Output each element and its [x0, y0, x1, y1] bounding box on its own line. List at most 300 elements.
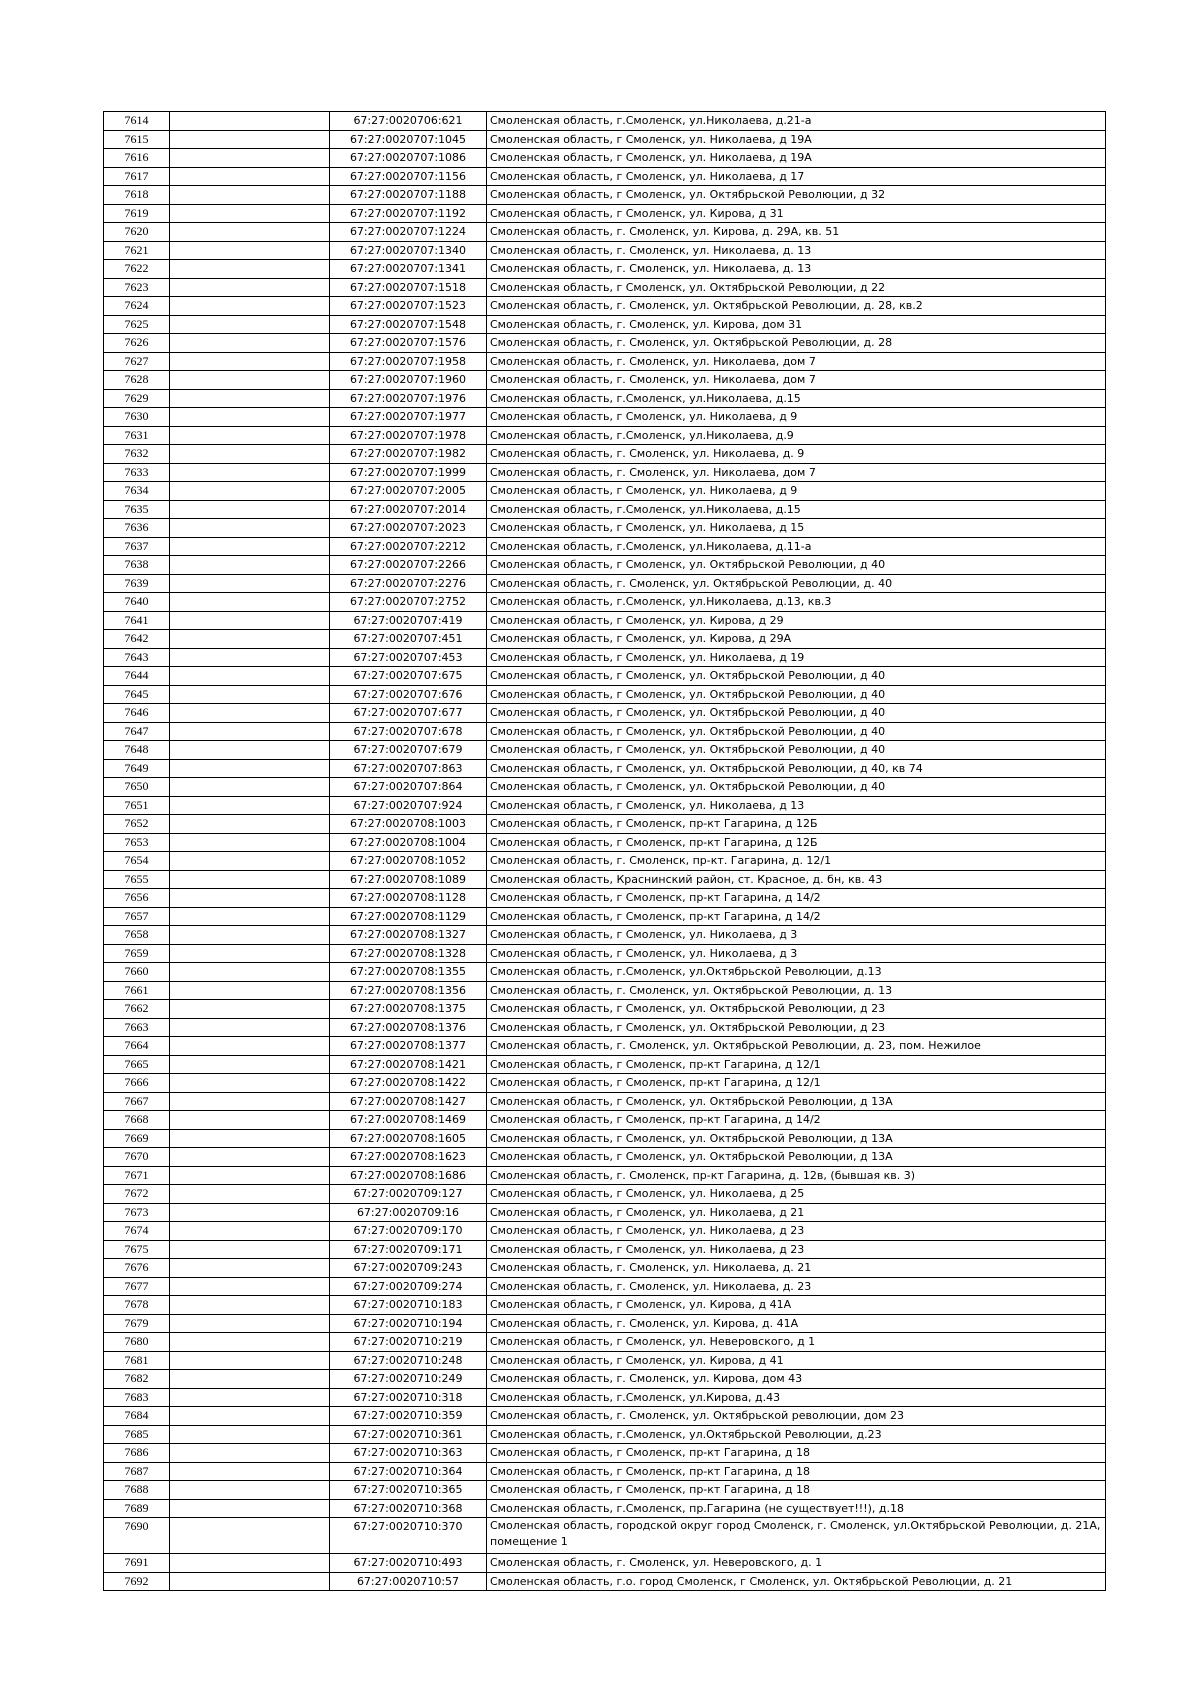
table-row — [104, 1129, 1106, 1148]
empty-cell — [170, 1351, 330, 1370]
row-number-cell: 7654 — [104, 852, 170, 871]
table-row — [104, 1222, 1106, 1241]
table-row — [104, 778, 1106, 797]
cadastral-number-cell: 67:27:0020710:359 — [330, 1407, 487, 1426]
empty-cell — [170, 593, 330, 612]
cadastral-number-cell: 67:27:0020707:864 — [330, 778, 487, 797]
table-row — [104, 981, 1106, 1000]
address-cell: Смоленская область, г Смоленск, ул. Николаева, д 3 — [487, 926, 1106, 945]
row-number-cell: 7637 — [104, 537, 170, 556]
cadastral-number-cell: 67:27:0020707:1341 — [330, 260, 487, 279]
cadastral-number-cell: 67:27:0020707:1045 — [330, 130, 487, 149]
empty-cell — [170, 907, 330, 926]
address-cell: Смоленская область, г. Смоленск, ул. Кирова, дом 43 — [487, 1370, 1106, 1389]
address-cell: Смоленская область, г.о. город Смоленск, г Смоленск, ул. Октябрьской Революции, д. 21 — [487, 1572, 1106, 1591]
row-number-cell: 7690 — [104, 1518, 170, 1554]
address-cell: Смоленская область, г. Смоленск, ул. Кирова, д. 29А, кв. 51 — [487, 223, 1106, 242]
cadastral-number-cell: 67:27:0020707:2212 — [330, 537, 487, 556]
address-cell: Смоленская область, г Смоленск, ул. Кирова, д 29А — [487, 630, 1106, 649]
address-cell: Смоленская область, г Смоленск, пр-кт Гагарина, д 18 — [487, 1462, 1106, 1481]
cadastral-number-cell: 67:27:0020707:1086 — [330, 149, 487, 168]
table-row — [104, 1407, 1106, 1426]
empty-cell — [170, 1259, 330, 1278]
cadastral-number-cell: 67:27:0020707:2023 — [330, 519, 487, 538]
address-cell: Смоленская область, г Смоленск, ул. Николаева, д 19А — [487, 149, 1106, 168]
row-number-cell: 7651 — [104, 796, 170, 815]
row-number-cell: 7686 — [104, 1444, 170, 1463]
address-cell: Смоленская область, г. Смоленск, ул. Николаева, д. 23 — [487, 1277, 1106, 1296]
row-number-cell: 7617 — [104, 167, 170, 186]
empty-cell — [170, 1037, 330, 1056]
address-cell: Смоленская область, г Смоленск, ул. Октябрьской Революции, д 23 — [487, 1000, 1106, 1019]
cadastral-number-cell: 67:27:0020709:243 — [330, 1259, 487, 1278]
empty-cell — [170, 537, 330, 556]
table-row — [104, 1370, 1106, 1389]
address-cell: Смоленская область, г Смоленск, ул. Октябрьской Революции, д 32 — [487, 186, 1106, 205]
cadastral-number-cell: 67:27:0020707:2266 — [330, 556, 487, 575]
cadastral-number-cell: 67:27:0020708:1422 — [330, 1074, 487, 1093]
empty-cell — [170, 463, 330, 482]
cadastral-number-cell: 67:27:0020709:16 — [330, 1203, 487, 1222]
address-cell: Смоленская область, г Смоленск, ул. Октябрьской Революции, д 40 — [487, 722, 1106, 741]
cadastral-number-cell: 67:27:0020708:1427 — [330, 1092, 487, 1111]
address-cell: Смоленская область, г Смоленск, ул. Октябрьской Революции, д 13А — [487, 1129, 1106, 1148]
table-row — [104, 1111, 1106, 1130]
cadastral-number-cell: 67:27:0020707:1523 — [330, 297, 487, 316]
address-cell: Смоленская область, г. Смоленск, пр-кт. Гагарина, д. 12/1 — [487, 852, 1106, 871]
empty-cell — [170, 519, 330, 538]
empty-cell — [170, 1499, 330, 1518]
row-number-cell: 7616 — [104, 149, 170, 168]
table-row — [104, 500, 1106, 519]
table-row — [104, 574, 1106, 593]
row-number-cell: 7632 — [104, 445, 170, 464]
empty-cell — [170, 778, 330, 797]
cadastral-number-cell: 67:27:0020708:1003 — [330, 815, 487, 834]
row-number-cell: 7689 — [104, 1499, 170, 1518]
row-number-cell: 7633 — [104, 463, 170, 482]
address-cell: Смоленская область, г Смоленск, пр-кт Гагарина, д 14/2 — [487, 1111, 1106, 1130]
row-number-cell: 7620 — [104, 223, 170, 242]
row-number-cell: 7619 — [104, 204, 170, 223]
address-cell: Смоленская область, г.Смоленск, ул.Николаева, д.15 — [487, 500, 1106, 519]
row-number-cell: 7623 — [104, 278, 170, 297]
cadastral-number-cell: 67:27:0020707:863 — [330, 759, 487, 778]
row-number-cell: 7649 — [104, 759, 170, 778]
address-cell: Смоленская область, г Смоленск, ул. Николаева, д 23 — [487, 1222, 1106, 1241]
cadastral-number-cell: 67:27:0020710:361 — [330, 1425, 487, 1444]
empty-cell — [170, 963, 330, 982]
address-cell: Смоленская область, г Смоленск, ул. Октябрьской Революции, д 40 — [487, 685, 1106, 704]
row-number-cell: 7647 — [104, 722, 170, 741]
empty-cell — [170, 611, 330, 630]
row-number-cell: 7682 — [104, 1370, 170, 1389]
cadastral-number-cell: 67:27:0020707:1192 — [330, 204, 487, 223]
cadastral-number-cell: 67:27:0020707:677 — [330, 704, 487, 723]
table-row — [104, 130, 1106, 149]
cadastral-number-cell: 67:27:0020707:453 — [330, 648, 487, 667]
cadastral-number-cell: 67:27:0020707:1188 — [330, 186, 487, 205]
row-number-cell: 7663 — [104, 1018, 170, 1037]
cadastral-number-cell: 67:27:0020707:1156 — [330, 167, 487, 186]
table-row — [104, 1259, 1106, 1278]
address-cell: Смоленская область, г.Смоленск, ул.Николаева, д.13, кв.3 — [487, 593, 1106, 612]
address-cell: Смоленская область, г Смоленск, ул. Октябрьской Революции, д 40 — [487, 741, 1106, 760]
empty-cell — [170, 1444, 330, 1463]
cadastral-number-cell: 67:27:0020708:1356 — [330, 981, 487, 1000]
row-number-cell: 7653 — [104, 833, 170, 852]
row-number-cell: 7657 — [104, 907, 170, 926]
table-row — [104, 722, 1106, 741]
table-row — [104, 1166, 1106, 1185]
address-cell: Смоленская область, г. Смоленск, ул. Кирова, д. 41А — [487, 1314, 1106, 1333]
row-number-cell: 7628 — [104, 371, 170, 390]
row-number-cell: 7681 — [104, 1351, 170, 1370]
row-number-cell: 7678 — [104, 1296, 170, 1315]
cadastral-number-cell: 67:27:0020706:621 — [330, 112, 487, 131]
table-row — [104, 241, 1106, 260]
table-row — [104, 1333, 1106, 1352]
empty-cell — [170, 204, 330, 223]
empty-cell — [170, 371, 330, 390]
address-cell: Смоленская область, г Смоленск, ул. Николаева, д 3 — [487, 944, 1106, 963]
cadastral-number-cell: 67:27:0020709:170 — [330, 1222, 487, 1241]
address-cell: Смоленская область, г Смоленск, ул. Николаева, д 19 — [487, 648, 1106, 667]
empty-cell — [170, 815, 330, 834]
cadastral-number-cell: 67:27:0020708:1327 — [330, 926, 487, 945]
table-row — [104, 482, 1106, 501]
cadastral-number-cell: 67:27:0020707:1958 — [330, 352, 487, 371]
table-row — [104, 1203, 1106, 1222]
row-number-cell: 7621 — [104, 241, 170, 260]
row-number-cell: 7615 — [104, 130, 170, 149]
empty-cell — [170, 408, 330, 427]
table-row — [104, 1572, 1106, 1591]
address-cell: Смоленская область, г.Смоленск, ул.Октябрьской Революции, д.13 — [487, 963, 1106, 982]
cadastral-number-cell: 67:27:0020708:1376 — [330, 1018, 487, 1037]
cadastral-number-cell: 67:27:0020708:1089 — [330, 870, 487, 889]
empty-cell — [170, 1166, 330, 1185]
empty-cell — [170, 870, 330, 889]
address-cell: Смоленская область, г. Смоленск, ул. Октябрьской Революции, д. 23, пом. Нежилое — [487, 1037, 1106, 1056]
table-row — [104, 1554, 1106, 1573]
empty-cell — [170, 297, 330, 316]
address-cell: Смоленская область, г Смоленск, ул. Кирова, д 41А — [487, 1296, 1106, 1315]
table-row — [104, 648, 1106, 667]
table-row — [104, 630, 1106, 649]
cadastral-number-cell: 67:27:0020709:274 — [330, 1277, 487, 1296]
cadastral-number-cell: 67:27:0020707:1548 — [330, 315, 487, 334]
row-number-cell: 7622 — [104, 260, 170, 279]
empty-cell — [170, 278, 330, 297]
address-cell: Смоленская область, г Смоленск, ул. Николаева, д 25 — [487, 1185, 1106, 1204]
empty-cell — [170, 667, 330, 686]
row-number-cell: 7666 — [104, 1074, 170, 1093]
address-cell: Смоленская область, г. Смоленск, ул. Неверовского, д. 1 — [487, 1554, 1106, 1573]
row-number-cell: 7680 — [104, 1333, 170, 1352]
row-number-cell: 7631 — [104, 426, 170, 445]
row-number-cell: 7658 — [104, 926, 170, 945]
cadastral-number-cell: 67:27:0020708:1623 — [330, 1148, 487, 1167]
cadastral-number-cell: 67:27:0020707:1976 — [330, 389, 487, 408]
empty-cell — [170, 796, 330, 815]
address-cell: Смоленская область, г.Смоленск, ул.Октябрьской Революции, д.23 — [487, 1425, 1106, 1444]
cadastral-number-cell: 67:27:0020710:493 — [330, 1554, 487, 1573]
table-row — [104, 796, 1106, 815]
row-number-cell: 7683 — [104, 1388, 170, 1407]
empty-cell — [170, 1074, 330, 1093]
address-cell: Смоленская область, г. Смоленск, ул. Николаева, дом 7 — [487, 352, 1106, 371]
cadastral-number-cell: 67:27:0020707:1576 — [330, 334, 487, 353]
empty-cell — [170, 630, 330, 649]
empty-cell — [170, 1388, 330, 1407]
empty-cell — [170, 352, 330, 371]
table-row — [104, 889, 1106, 908]
row-number-cell: 7679 — [104, 1314, 170, 1333]
cadastral-number-cell: 67:27:0020707:451 — [330, 630, 487, 649]
table-row — [104, 186, 1106, 205]
row-number-cell: 7624 — [104, 297, 170, 316]
row-number-cell: 7626 — [104, 334, 170, 353]
cadastral-number-cell: 67:27:0020707:2276 — [330, 574, 487, 593]
address-cell: Смоленская область, г Смоленск, пр-кт Гагарина, д 12Б — [487, 815, 1106, 834]
table-row — [104, 1277, 1106, 1296]
table-row — [104, 926, 1106, 945]
address-cell: Смоленская область, г. Смоленск, ул. Николаева, д. 13 — [487, 241, 1106, 260]
empty-cell — [170, 1462, 330, 1481]
cadastral-number-cell: 67:27:0020707:1999 — [330, 463, 487, 482]
empty-cell — [170, 315, 330, 334]
table-row — [104, 1388, 1106, 1407]
address-cell: Смоленская область, г Смоленск, ул. Октябрьской Революции, д 40, кв 74 — [487, 759, 1106, 778]
address-cell: Смоленская область, г. Смоленск, ул. Кирова, дом 31 — [487, 315, 1106, 334]
row-number-cell: 7629 — [104, 389, 170, 408]
address-cell: Смоленская область, г Смоленск, ул. Октябрьской Революции, д 40 — [487, 704, 1106, 723]
cadastral-number-cell: 67:27:0020710:368 — [330, 1499, 487, 1518]
cadastral-number-cell: 67:27:0020707:1978 — [330, 426, 487, 445]
row-number-cell: 7646 — [104, 704, 170, 723]
registry-table — [103, 111, 1106, 1591]
row-number-cell: 7655 — [104, 870, 170, 889]
empty-cell — [170, 1407, 330, 1426]
cadastral-number-cell: 67:27:0020708:1355 — [330, 963, 487, 982]
empty-cell — [170, 704, 330, 723]
cadastral-number-cell: 67:27:0020708:1004 — [330, 833, 487, 852]
table-row — [104, 260, 1106, 279]
empty-cell — [170, 223, 330, 242]
address-cell: Смоленская область, г. Смоленск, пр-кт Гагарина, д. 12в, (бывшая кв. 3) — [487, 1166, 1106, 1185]
table-row — [104, 1444, 1106, 1463]
address-cell: Смоленская область, г. Смоленск, ул. Октябрьской Революции, д. 28 — [487, 334, 1106, 353]
table-row — [104, 463, 1106, 482]
table-row — [104, 1351, 1106, 1370]
row-number-cell: 7670 — [104, 1148, 170, 1167]
row-number-cell: 7668 — [104, 1111, 170, 1130]
row-number-cell: 7674 — [104, 1222, 170, 1241]
table-row — [104, 852, 1106, 871]
address-cell: Смоленская область, г. Смоленск, ул. Николаева, д. 9 — [487, 445, 1106, 464]
cadastral-number-cell: 67:27:0020710:183 — [330, 1296, 487, 1315]
empty-cell — [170, 889, 330, 908]
table-row — [104, 593, 1106, 612]
empty-cell — [170, 926, 330, 945]
row-number-cell: 7692 — [104, 1572, 170, 1591]
empty-cell — [170, 1572, 330, 1591]
row-number-cell: 7691 — [104, 1554, 170, 1573]
cadastral-number-cell: 67:27:0020707:1518 — [330, 278, 487, 297]
address-cell: Смоленская область, г. Смоленск, ул. Николаева, дом 7 — [487, 371, 1106, 390]
table-row — [104, 1499, 1106, 1518]
cadastral-number-cell: 67:27:0020707:676 — [330, 685, 487, 704]
empty-cell — [170, 556, 330, 575]
row-number-cell: 7661 — [104, 981, 170, 1000]
table-row — [104, 1462, 1106, 1481]
row-number-cell: 7625 — [104, 315, 170, 334]
row-number-cell: 7687 — [104, 1462, 170, 1481]
table-row — [104, 704, 1106, 723]
table-row — [104, 833, 1106, 852]
row-number-cell: 7627 — [104, 352, 170, 371]
table-row — [104, 389, 1106, 408]
row-number-cell: 7672 — [104, 1185, 170, 1204]
row-number-cell: 7688 — [104, 1481, 170, 1500]
cadastral-number-cell: 67:27:0020709:127 — [330, 1185, 487, 1204]
row-number-cell: 7675 — [104, 1240, 170, 1259]
table-row — [104, 1055, 1106, 1074]
row-number-cell: 7640 — [104, 593, 170, 612]
table-row — [104, 741, 1106, 760]
empty-cell — [170, 1092, 330, 1111]
registry-table-body — [104, 112, 1106, 1591]
address-cell: Смоленская область, г. Смоленск, ул. Николаева, д. 21 — [487, 1259, 1106, 1278]
cadastral-number-cell: 67:27:0020707:1977 — [330, 408, 487, 427]
row-number-cell: 7635 — [104, 500, 170, 519]
address-cell: Смоленская область, г Смоленск, ул. Николаева, д 19А — [487, 130, 1106, 149]
row-number-cell: 7656 — [104, 889, 170, 908]
table-row — [104, 1296, 1106, 1315]
cadastral-number-cell: 67:27:0020708:1469 — [330, 1111, 487, 1130]
empty-cell — [170, 648, 330, 667]
empty-cell — [170, 1055, 330, 1074]
cadastral-number-cell: 67:27:0020708:1328 — [330, 944, 487, 963]
table-row — [104, 315, 1106, 334]
address-cell: Смоленская область, г Смоленск, ул. Николаева, д 9 — [487, 408, 1106, 427]
address-cell: Смоленская область, г Смоленск, ул. Кирова, д 31 — [487, 204, 1106, 223]
table-row — [104, 759, 1106, 778]
empty-cell — [170, 1018, 330, 1037]
empty-cell — [170, 426, 330, 445]
row-number-cell: 7614 — [104, 112, 170, 131]
cadastral-number-cell: 67:27:0020707:2014 — [330, 500, 487, 519]
cadastral-number-cell: 67:27:0020708:1686 — [330, 1166, 487, 1185]
empty-cell — [170, 981, 330, 1000]
address-cell: Смоленская область, г. Смоленск, ул. Октябрьской революции, дом 23 — [487, 1407, 1106, 1426]
table-row — [104, 223, 1106, 242]
empty-cell — [170, 1425, 330, 1444]
cadastral-number-cell: 67:27:0020708:1377 — [330, 1037, 487, 1056]
table-row — [104, 1074, 1106, 1093]
empty-cell — [170, 1000, 330, 1019]
row-number-cell: 7677 — [104, 1277, 170, 1296]
cadastral-number-cell: 67:27:0020707:1224 — [330, 223, 487, 242]
address-cell: Смоленская область, г Смоленск, ул. Октябрьской Революции, д 13А — [487, 1092, 1106, 1111]
empty-cell — [170, 167, 330, 186]
empty-cell — [170, 1129, 330, 1148]
address-cell: Смоленская область, городской округ город Смоленск, г. Смоленск, ул.Октябрьской Революции, д. 21А, помещение 1 — [487, 1518, 1106, 1554]
address-cell: Смоленская область, г Смоленск, ул. Николаева, д 23 — [487, 1240, 1106, 1259]
address-cell: Смоленская область, г Смоленск, ул. Кирова, д 41 — [487, 1351, 1106, 1370]
cadastral-number-cell: 67:27:0020708:1129 — [330, 907, 487, 926]
empty-cell — [170, 130, 330, 149]
empty-cell — [170, 500, 330, 519]
address-cell: Смоленская область, г Смоленск, ул. Октябрьской Революции, д 40 — [487, 667, 1106, 686]
row-number-cell: 7676 — [104, 1259, 170, 1278]
table-row — [104, 685, 1106, 704]
cadastral-number-cell: 67:27:0020710:363 — [330, 1444, 487, 1463]
cadastral-number-cell: 67:27:0020710:57 — [330, 1572, 487, 1591]
empty-cell — [170, 1296, 330, 1315]
address-cell: Смоленская область, г Смоленск, ул. Николаева, д 13 — [487, 796, 1106, 815]
row-number-cell: 7652 — [104, 815, 170, 834]
empty-cell — [170, 445, 330, 464]
cadastral-number-cell: 67:27:0020707:679 — [330, 741, 487, 760]
address-cell: Смоленская область, г.Смоленск, ул.Николаева, д.11-а — [487, 537, 1106, 556]
row-number-cell: 7685 — [104, 1425, 170, 1444]
table-row — [104, 1037, 1106, 1056]
row-number-cell: 7642 — [104, 630, 170, 649]
row-number-cell: 7662 — [104, 1000, 170, 1019]
cadastral-number-cell: 67:27:0020710:249 — [330, 1370, 487, 1389]
cadastral-number-cell: 67:27:0020708:1375 — [330, 1000, 487, 1019]
cadastral-number-cell: 67:27:0020710:370 — [330, 1518, 487, 1554]
table-row — [104, 1092, 1106, 1111]
row-number-cell: 7630 — [104, 408, 170, 427]
table-row — [104, 1425, 1106, 1444]
table-row — [104, 667, 1106, 686]
address-cell: Смоленская область, г Смоленск, пр-кт Гагарина, д 14/2 — [487, 889, 1106, 908]
empty-cell — [170, 685, 330, 704]
address-cell: Смоленская область, г. Смоленск, ул. Октябрьской Революции, д. 13 — [487, 981, 1106, 1000]
table-row — [104, 537, 1106, 556]
address-cell: Смоленская область, г Смоленск, ул. Неверовского, д 1 — [487, 1333, 1106, 1352]
empty-cell — [170, 574, 330, 593]
empty-cell — [170, 1185, 330, 1204]
cadastral-number-cell: 67:27:0020708:1421 — [330, 1055, 487, 1074]
row-number-cell: 7669 — [104, 1129, 170, 1148]
table-row — [104, 149, 1106, 168]
empty-cell — [170, 1148, 330, 1167]
cadastral-number-cell: 67:27:0020707:419 — [330, 611, 487, 630]
empty-cell — [170, 112, 330, 131]
cadastral-number-cell: 67:27:0020710:248 — [330, 1351, 487, 1370]
cadastral-number-cell: 67:27:0020710:194 — [330, 1314, 487, 1333]
address-cell: Смоленская область, г. Смоленск, ул. Октябрьской Революции, д. 40 — [487, 574, 1106, 593]
table-row — [104, 445, 1106, 464]
address-cell: Смоленская область, г. Смоленск, ул. Николаева, д. 13 — [487, 260, 1106, 279]
row-number-cell: 7648 — [104, 741, 170, 760]
address-cell: Смоленская область, г Смоленск, пр-кт Гагарина, д 14/2 — [487, 907, 1106, 926]
cadastral-number-cell: 67:27:0020707:2752 — [330, 593, 487, 612]
address-cell: Смоленская область, г Смоленск, пр-кт Гагарина, д 12/1 — [487, 1055, 1106, 1074]
table-row — [104, 426, 1106, 445]
empty-cell — [170, 1314, 330, 1333]
table-row — [104, 278, 1106, 297]
address-cell: Смоленская область, г Смоленск, ул. Октябрьской Революции, д 40 — [487, 556, 1106, 575]
address-cell: Смоленская область, г.Смоленск, ул.Николаева, д.21-а — [487, 112, 1106, 131]
address-cell: Смоленская область, г.Смоленск, ул.Николаева, д.15 — [487, 389, 1106, 408]
empty-cell — [170, 759, 330, 778]
table-row — [104, 1018, 1106, 1037]
